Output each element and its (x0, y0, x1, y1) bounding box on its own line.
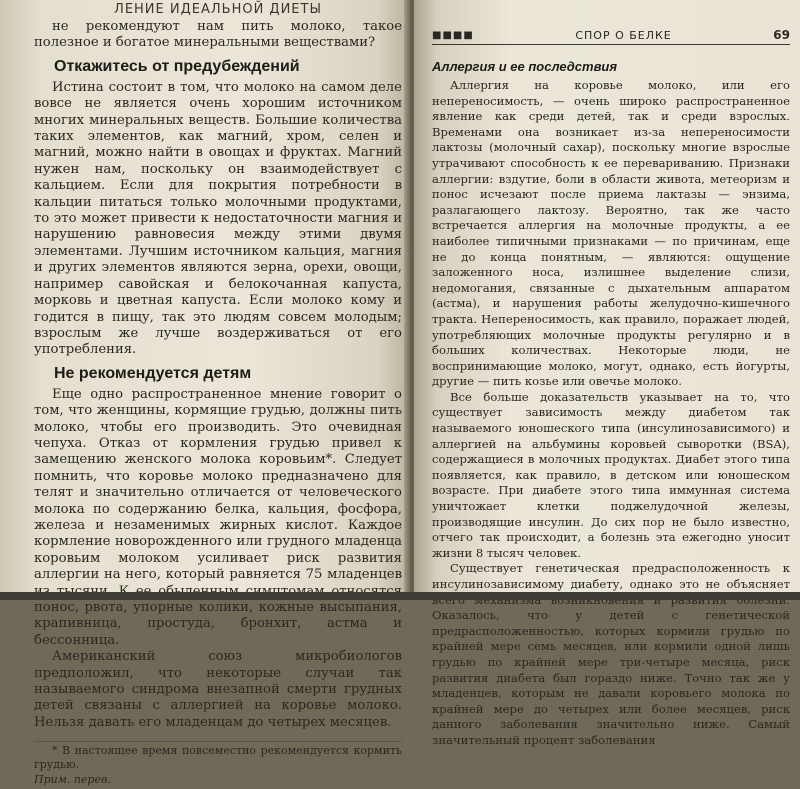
paragraph-prejudices: Истина состоит в том, что молоко на самом деле вовсе не является очень хорошим источником многих минеральных веществ. Большие количества таких элементов, как магний, хром, селен и магний, можно найти в овощах и фруктах. Магний нужен нам, поскольку он взаимодействует с кальцием. Если для покрытия потребности в кальции питаться только молочными продуктами, то это может привести к недостаточности магния и нарушению равновесия между этими двумя элементами. Лучшим источником кальция, магния и других элементов являются зерна, орехи, овощи, например савойская и белокочанная капуста, морковь и цветная капуста. Если молоко кому и годится в пищу, так это людям совсем молодым; взрослым же лучше воздерживаться от его употребления. (34, 79, 402, 358)
paragraph-children-2: Американский союз микробиологов предположил, что некоторые случаи так называемого синдрома внезапной смерти грудных детей связаны с аллергией на коровье молоко. Нельзя давать его младенцам до четырех месяцев. (34, 649, 402, 730)
section-marker-icon: ■■■■ (432, 29, 474, 41)
left-running-head: ЛЕНИЕ ИДЕАЛЬНОЙ ДИЕТЫ (114, 2, 322, 17)
page-bottom-shadow (0, 592, 800, 600)
paragraph-genetics: Существует генетическая предрасположенность к инсулинозависимому диабету, однако это не объясняет Оказалось, что у детей с генетической предрасположенностью, которых кормили грудью по крайней мере семь месяцев, или кормили одной лишь грудью по крайней мере три-четыре месяца, риск развития диабета был гораздо ниже. Точно так же у младенцев, которым не давали коровьего молока по крайней мере до четырех или более месяцев, риск данного заболевания значительно ниже. Самый значительный процент заболевания (432, 561, 790, 747)
right-running-head: СПОР О БЕЛКЕ (575, 28, 672, 42)
section-heading-children: Не рекомендуется детям (54, 364, 252, 382)
page-number: 69 (773, 28, 790, 42)
footnote: * В настоящее время повсеместно рекомендуется кормить грудью. (34, 741, 402, 772)
section-heading-prejudices: Откажитесь от предубеждений (54, 57, 300, 75)
paragraph-allergy: Аллергия на коровье молоко, или его непереносимость, — очень широко распространенное явление как среди детей, так и среди взрослых. Временами она возникает из-за непереносимости лактозы (молочный сахар), поскольку многие взрослые утрачивают способность к ее перевариванию. Признаки аллергии: вздутие, боли в области живота, метеоризм и понос исчезают после приема лактазы — энзима, разлагающего лактозу. Вероятно, так же часто встречается аллергия на молочные продукты, а ее наиболее типичными признаками — по причинам, еще не до конца понятным, — являются: ощущение заложенного носа, излишнее выделение слизи, недомогания, связанные с дыхательным аппаратом (астма), и нарушения работы желудочно-кишечного тракта. Непереносимость, как правило, поражает людей, употребляющих молочные продукты регулярно и в больших количествах. Некоторые люди, не воспринимающие молоко, могут, однако, есть йогурты, другие — пить козье или овечье молоко. (432, 78, 790, 389)
right-page-header (432, 28, 790, 45)
footnote-signature: Прим. перев. (34, 773, 111, 787)
section-heading-allergy: Аллергия и ее последствия (432, 59, 618, 74)
paragraph-diabetes: Все больше доказательств указывает на то, что существует зависимость между диабетом так называемого юношеского типа (инсулинозависимого) и аллергией на альбумины коровьей сыворотки (BSA), содержащиеся в молочных продуктах. Диабет этого типа появляется, как правило, в детском или юношеском возрасте. При диабете этого типа иммунная система уничтожает клетки поджелудочной железы, производящие инсулин. До сих пор не было известно, отчего так происходит, а болезнь эта ежегодно уносит жизни 8 тысяч человек. (432, 389, 790, 560)
right-page (414, 0, 800, 747)
paragraph-children-1: Еще одно распространенное мнение говорит о том, что женщины, кормящие грудью, должны пить молоко, чтобы его производить. Это очевидная чепуха. Отказ от кормления грудью привел к замещению женского молока коровьим*. Следует помнить, что коровье молоко предназначено для телят и значительно отличается от человеческого молока по содержанию белка, кальция, фосфора, железа и незаменимых жирных кислот. Каждое кормление новорожденного или грудного младенца коровьим молоком усиливает риск развития аллергии на него, который равняется 75 младенцев понос, рвота, упорные колики, кожные высыпания, крапивница, простуда, бронхит, астма и бессонница. (34, 386, 402, 648)
left-intro-text: не рекомендуют нам пить молоко, такое полезное и богатое минеральными веществами? (34, 19, 402, 51)
